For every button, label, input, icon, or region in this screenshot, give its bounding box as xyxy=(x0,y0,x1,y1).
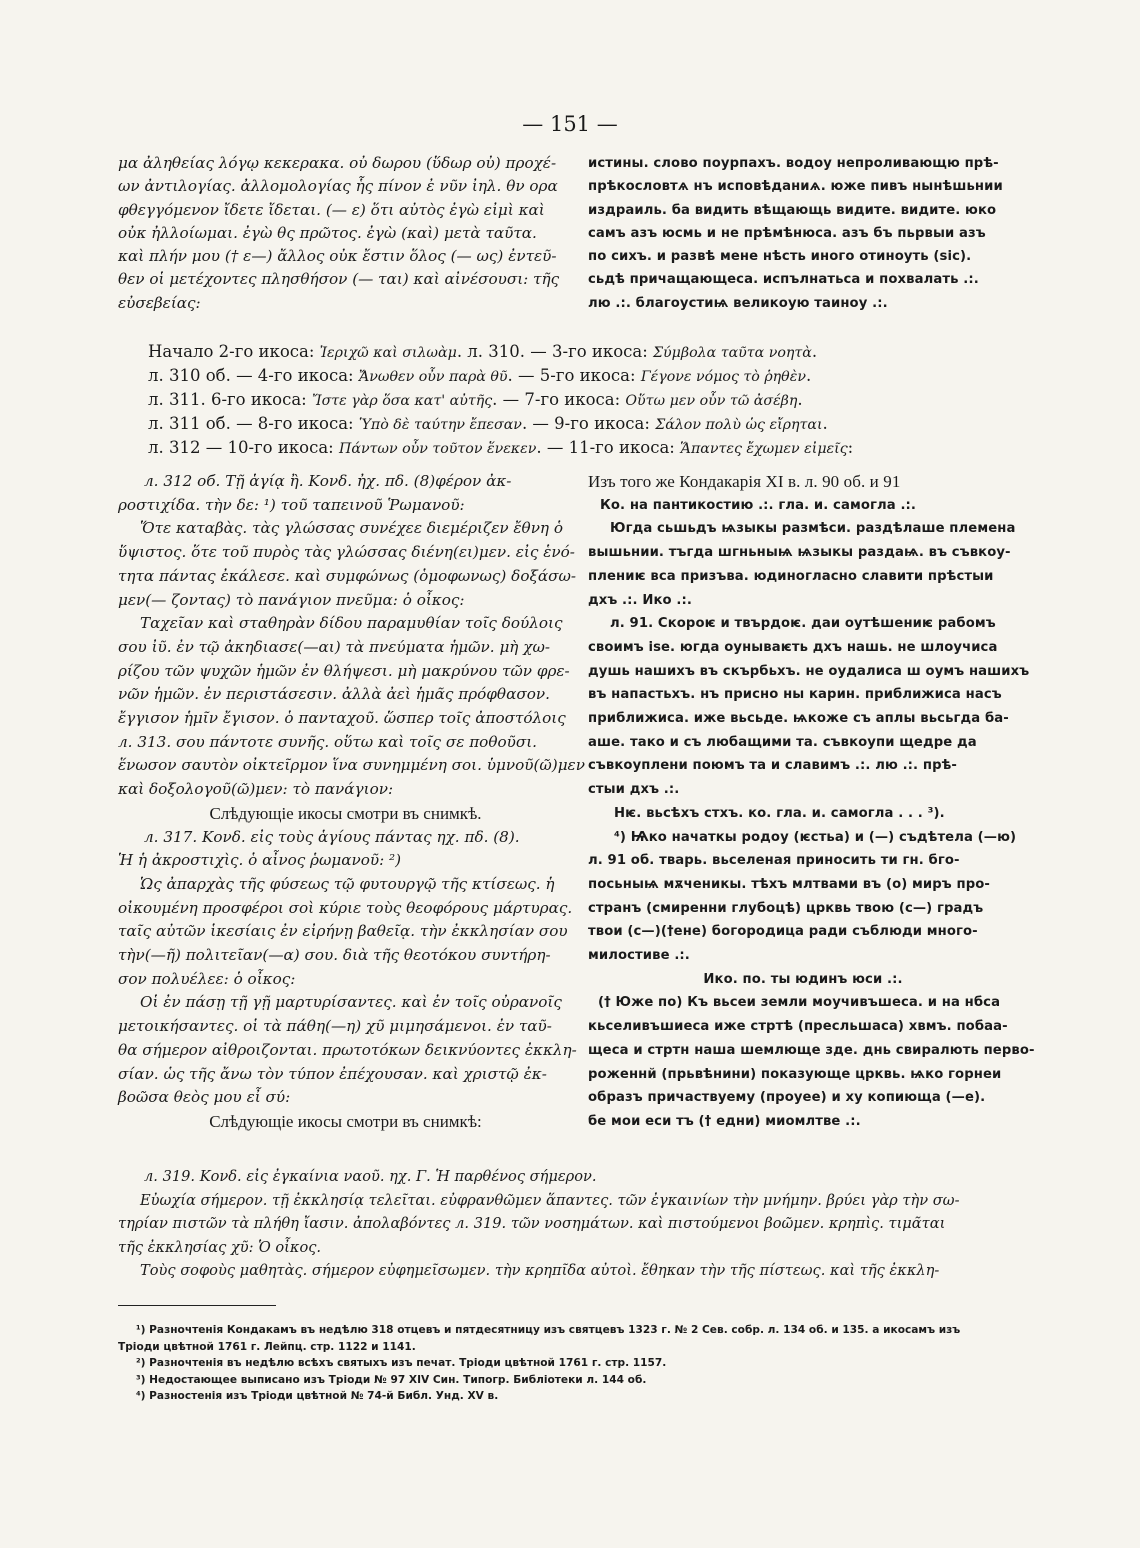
text-line: ⁴) Ѩко начаткы родоу (ѥстьа) и (—) съдѣтела (—ю) xyxy=(614,829,1017,845)
text-line: καὶ δοξολογοῦ(ῶ)μεν: τὸ πανάγιον: xyxy=(118,780,394,799)
text-line: θεν οἱ μετέχοντες πλησθήσον (— ται) καὶ αἰνέσουσι: τῆς xyxy=(118,270,560,289)
ikos-row: л. 310 об. — 4-го икоса: Ἄνωθεν οὖν παρὰ θῦ. — 5-го икоса: Γέγονε νόμος τὸ ῥηθὲν. xyxy=(148,366,812,385)
footnote: ²) Разночтенія въ недѣлю всѣхъ святыхъ изъ печат. Тріоди цвѣтной 1761 г. стр. 1157. xyxy=(136,1357,667,1369)
text-line: странъ (смиренни глубоцѣ) црквь твою (с—) градъ xyxy=(588,900,984,916)
text-line: οἰκουμένη προσφέροι σοὶ κύριε τοὺς θεοφόρους μάρτυρας. xyxy=(118,898,573,917)
text-line: Οἱ ἐν πάσῃ τῇ γῇ μαρτυρίσαντες. καὶ ἐν τοῖς οὐρανοῖς xyxy=(140,993,562,1012)
text-line: л. 313. σου πάντοτε συνῆς. οὕτω καὶ τοῖς σε ποθοῦσι. xyxy=(118,732,537,751)
text-line: ων ἀντιλογίας. ἀλλομολογίας ἧς πίνον ἐ νῦν ἰηλ. θν ορα xyxy=(118,177,558,196)
text-line: μα ἀληθείας λόγῳ κεκερακα. οὐ δωρου (ὕδωρ οὐ) προχέ- xyxy=(118,154,557,172)
top-left-column xyxy=(118,152,573,315)
ikos-row: л. 311. 6-го икоса: Ἴστε γὰρ ὅσα κατ' αὐτῆς. — 7-го икоса: Οὕτω μεν οὖν τῶ ἀσέβη. xyxy=(148,390,803,409)
footnote-divider xyxy=(118,1305,276,1306)
text-line: καὶ πλήν μου († ε—) ἄλλος οὐκ ἔστιν ὅλος (— ως) ἐντεῦ- xyxy=(118,247,557,266)
text-line: истины. слово поурпахъ. водоу непроливающю прѣ- xyxy=(588,156,999,171)
text-line: по сихъ. и развѣ мене нѣсть иного отиноуть (sic). xyxy=(588,249,972,265)
text-line: βοῶσα θεὸς μου εἶ σύ: xyxy=(118,1088,291,1107)
text-line: σίαν. ὡς τῆς ἄνω τὸν τύπον ἐπέχουσαν. καὶ χριστῷ ἐκ- xyxy=(118,1064,547,1083)
top-right-column xyxy=(588,152,1018,315)
text-line: милостиве .:. xyxy=(588,948,690,964)
text-line: съвкоуплени поюмъ та и славимъ .:. лю .:. прѣ- xyxy=(588,758,957,774)
text-line: сьдѣ причащающеса. испълнатьса и похвалать .:. xyxy=(588,272,979,288)
text-line: Ко. на пантикостию .:. гла. и. самогла .:. xyxy=(600,497,917,513)
folio-heading: л. 312 об. Τῇ ἁγίᾳ ἢ. Κονδ. ἠχ. πδ. (8)φέρον ἀκ- xyxy=(144,472,512,490)
text-line: σον πολυέλεε: ὁ οἶκος: xyxy=(118,969,296,988)
text-line: Ико. по. ты юдинъ юси .:. xyxy=(703,971,903,987)
section-note: Слѣдующіе икосы смотри въ снимкѣ: xyxy=(209,1111,482,1131)
text-line: своимъ іѕе. югда оунываѥть дхъ нашь. не шлоучиса xyxy=(588,639,998,655)
text-line: л. 91 об. тварь. вьселеная приносить ти гн. бго- xyxy=(588,853,960,869)
footnote: ¹) Разночтенія Кондакамъ въ недѣлю 318 отцевъ и пятдесятницу изъ святцевъ 1323 г. № 2 Сев. собр. л. 134 об. и 135. а икосамъ изъ xyxy=(136,1324,961,1336)
text-line: ρίζου τῶν ψυχῶν ἡμῶν ἐν θλήψεσι. μὴ μακρύνου τῶν φρε- xyxy=(118,661,570,680)
text-line: лю .:. благоустиѩ великоую таиноу .:. xyxy=(588,295,888,311)
mid-left-column xyxy=(118,470,585,1134)
bottom-block xyxy=(118,1165,1028,1283)
text-line: ροστιχίδα. τὴν δε: ¹) τοῦ ταπεινοῦ Ῥωμανοῦ: xyxy=(118,495,465,514)
text-line: τηρίαν πιστῶν τὰ πλήθη ἴασιν. ἀπολαβόντες л. 319. τῶν νοσημάτων. καὶ πιστούμενοι βοῶμεν. κρηπὶς. τιμᾶται xyxy=(118,1215,946,1232)
text-line: νῶν ἡμῶν. ἐν περιστάσεσιν. ἀλλὰ ἀεὶ ἡμᾶς πρόφθασον. xyxy=(118,685,550,704)
text-line: φθεγγόμενον ἴδετε ἴδεται. (— ε) ὅτι αὐτὸς ἐγὼ εἰμὶ καὶ xyxy=(118,200,545,219)
text-line: Εὐωχία σήμερον. τῇ ἐκκλησίᾳ τελεῖται. εὐφρανθῶμεν ἅπαντες. τῶν ἐγκαινίων τὴν μνήμην. βρύει γὰρ τὴν σω- xyxy=(140,1191,960,1209)
text-line: самъ азъ юсмь и не прѣмѣнюса. азъ бъ пьрвыи азъ xyxy=(588,225,986,241)
section-note: Слѣдующіе икосы смотри въ снимкѣ. xyxy=(209,803,482,823)
text-line: посьныѩ мѫченикы. тѣхъ млтвами въ (о) миръ про- xyxy=(588,876,990,892)
text-line: Ὅτε καταβὰς. τὰς γλώσσας συνέχεε διεμέριζεν ἔθνη ὁ xyxy=(140,519,563,538)
text-line: σου ἰῦ. ἐν τῷ ἀκηδιασε(—αι) τὰ πνεύματα ἡμῶν. μὴ χω- xyxy=(118,637,550,656)
folio-heading: л. 319. Κονδ. εἰς ἐγκαίνια ναοῦ. ηχ. Γ. Ἡ παρθένος σήμερον. xyxy=(144,1168,597,1185)
text-line: аше. тако и съ любащими та. съвкоупи щедре да xyxy=(588,734,977,750)
text-line: твои (с—)(†ене) богородица ради съблюди много- xyxy=(588,924,978,940)
text-line: τητα πάντας ἐκάλεσε. καὶ συμφώνως (ὁμοφωνως) δοξάσω- xyxy=(118,566,576,585)
text-line: εὐσεβείας: xyxy=(118,293,201,312)
text-line: τὴν(—ῆ) πολιτεῖαν(—α) σου. διὰ τῆς θεοτόκου συντήρη- xyxy=(118,946,551,965)
text-line: роженнй (прьвѣнини) показующе црквь. ѩко горнеи xyxy=(588,1066,1002,1082)
text-line: ὕψιστος. ὅτε τοῦ πυρὸς τὰς γλώσσας διένη(ει)μεν. εἰς ἑνό- xyxy=(118,543,575,562)
text-line: τῆς ἐκκλησίας χῦ: Ὁ οἶκος. xyxy=(118,1238,322,1256)
text-line: бе мои еси тъ († едни) миомлтве .:. xyxy=(588,1113,861,1129)
text-line: стыи дхъ .:. xyxy=(588,782,680,798)
text-line: († Юже по) Къ вьсеи земли моучивъшеса. и на нбса xyxy=(598,995,1001,1011)
text-line: въ напастьхъ. нъ присно ны карин. приближиса насъ xyxy=(588,687,1002,703)
text-line: приближиса. иже вьсьде. ѩкоже съ аплы вьсьгда ба- xyxy=(588,711,1009,727)
ikos-row: Начало 2-го икоса: Ἰεριχῶ καὶ σιλωὰμ. л. 310. — 3-го икоса: Σύμβολα ταῦτα νοητὰ. xyxy=(148,342,818,361)
text-line: дхъ .:. Ико .:. xyxy=(588,592,692,608)
text-line: ἕνωσον σαυτὸν οἰκτεῖρμον ἵνα συνημμένη σοι. ὑμνοῦ(ῶ)μεν xyxy=(118,756,585,775)
text-line: издраиль. ба видить вѣщающь видите. видите. юко xyxy=(588,202,997,218)
text-line: Ὡς ἀπαρχὰς τῆς φύσεως τῷ φυτουργῷ τῆς κτίσεως. ἡ xyxy=(140,874,555,893)
text-line: οὐκ ἠλλοίωμαι. ἐγὼ θς πρῶτος. ἐγὼ (καὶ) μετὰ ταῦτα. xyxy=(118,223,537,242)
text-line: Τοὺς σοφοὺς μαθητὰς. σήμερον εὐφημεῖσωμεν. τὴν κρηπῖδα αὐτοὶ. ἔθηκαν τὴν τῆς πίστεως. καὶ τῆς ἐκκλη- xyxy=(140,1262,940,1279)
text-line: θα σήμερον αἰθροιζονται. πρωτοτόκων δεικνύοντες ἐκκλη- xyxy=(118,1040,577,1059)
text-line: Югда сьшьдъ ѩзыкы размѣси. раздѣлаше племена xyxy=(610,521,1016,537)
folio-heading: л. 317. Κονδ. εἰς τοὺς ἁγίους πάντας ηχ. πδ. (8). xyxy=(144,827,520,846)
text-line: щеса и стртн наша шемлюще зде. днь свиралють перво- xyxy=(588,1042,1035,1058)
source-heading: Изъ того же Кондакарія XI в. л. 90 об. и 91 xyxy=(588,472,901,491)
text-line: ταῖς αὐτῶν ἱκεσίαις ἐν εἰρήνῃ βαθεῖᾳ. τὴν ἐκκλησίαν σου xyxy=(118,922,568,941)
text-line: μεν(— ζοντας) τὸ πανάγιον πνεῦμα: ὁ οἶκος: xyxy=(118,590,465,609)
text-line: плениѥ вса призъва. юдиногласно славити прѣстыи xyxy=(588,568,994,584)
text-line: вышьнии. тъгда шгньныѩ ѩзыкы раздаѩ. въ съвкоу- xyxy=(588,545,1011,561)
text-line: л. 91. Скороѥ и твърдоѥ. даи оутѣшениѥ рабомъ xyxy=(610,616,996,632)
text-line: Ἡ ἡ ἀκροστιχὶς. ὁ αἶνος ῥωμανοῦ: ²) xyxy=(118,851,402,870)
mid-right-column xyxy=(588,470,1035,1134)
ikos-row: л. 312 — 10-го икоса: Πάντων οὖν τοῦτον ἕνεκεν. — 11-го икоса: Ἅπαντες ἔχωμεν εἰμεῖς: xyxy=(148,438,854,457)
text-line: ἔγγισον ἡμῖν ἔγισον. ὁ πανταχοῦ. ὥσπερ τοῖς ἀποστόλοις xyxy=(118,709,566,728)
text-line: Нѥ. вьсѣхъ стхъ. ко. гла. и. самогла . . . ³). xyxy=(614,805,945,821)
footnote: ³) Недостающее выписано изъ Тріоди № 97 XIV Син. Типогр. Библіотеки л. 144 об. xyxy=(136,1373,647,1386)
text-line: образъ причаствуему (проуее) и ху копиюща (—е). xyxy=(588,1090,986,1106)
footnote: ⁴) Разностенія изъ Тріоди цвѣтной № 74-й Библ. Унд. XV в. xyxy=(136,1390,499,1402)
footnote: Тріоди цвѣтной 1761 г. Лейпц. стр. 1122 и 1141. xyxy=(118,1340,416,1353)
page-number: — 151 — xyxy=(522,112,618,136)
text-line: прѣкословтѧ нъ исповѣданиѧ. юже пивъ нынѣшьнии xyxy=(588,179,1003,195)
ikos-row: л. 311 об. — 8-го икоса: Ὑπὸ δὲ ταύτην ἔπεσαν. — 9-го икоса: Σάλον πολὺ ὡς εἴρηται. xyxy=(148,414,828,433)
text-line: душь нашихъ въ скърбьхъ. не оудалиса ш оумъ нашихъ xyxy=(588,663,1030,679)
text-line: Ταχεῖαν καὶ σταθηρὰν δίδου παραμυθίαν τοῖς δούλοις xyxy=(140,614,563,633)
text-line: μετοικήσαντες. οἱ τὰ πάθη(—η) χῦ μιμησάμενοι. ἐν ταῦ- xyxy=(118,1017,552,1036)
footnotes xyxy=(118,1322,1023,1405)
text-line: кьселивъшиеса иже стртѣ (пресльшаса) хвмъ. побаа- xyxy=(588,1019,1008,1035)
